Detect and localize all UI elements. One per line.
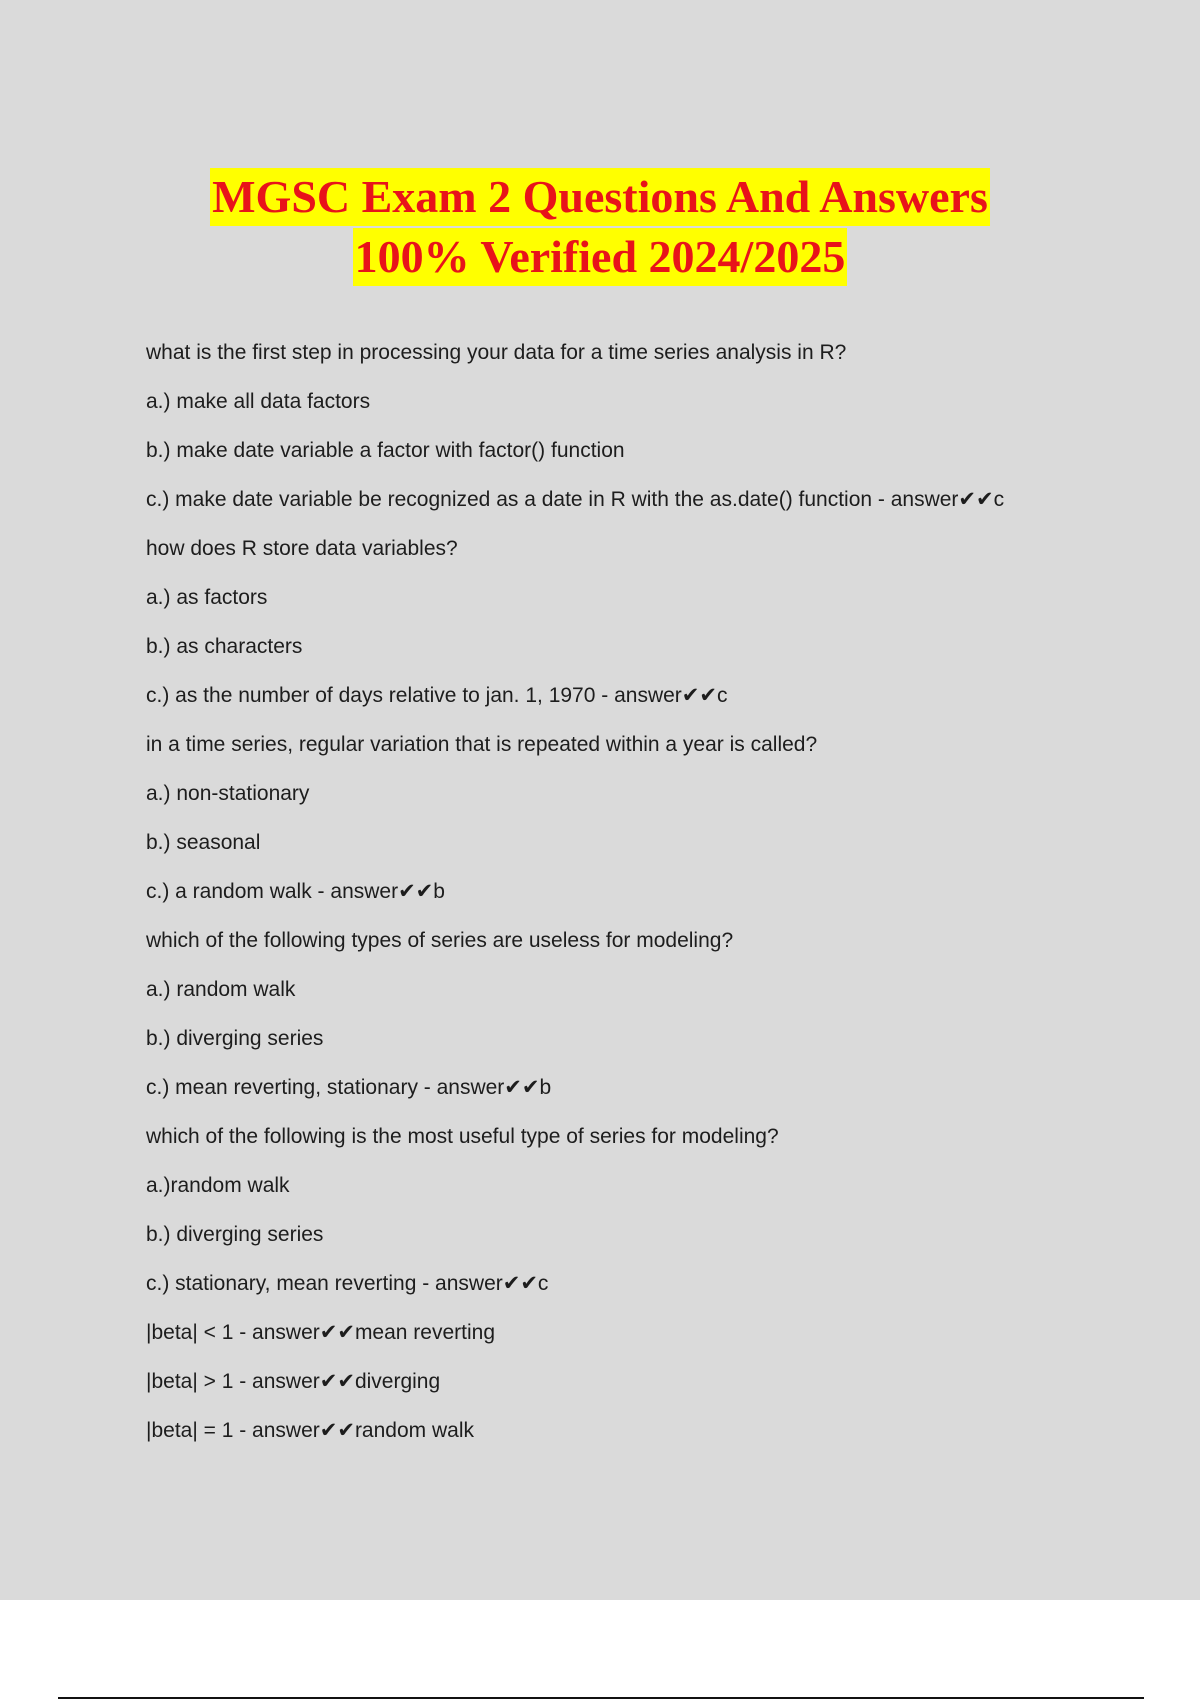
document-title xyxy=(0,168,1200,288)
flashcard-line: |beta| < 1 - answer✔✔mean reverting xyxy=(146,1321,496,1344)
answer-option-with-key: c.) mean reverting, stationary - answer✔✔b xyxy=(146,1076,552,1099)
answer-option: b.) diverging series xyxy=(146,1223,324,1246)
question-text: which of the following types of series are useless for modeling? xyxy=(146,929,734,952)
answer-option: a.) make all data factors xyxy=(146,390,371,413)
question-text: which of the following is the most useful type of series for modeling? xyxy=(146,1125,779,1148)
answer-option: a.) non-stationary xyxy=(146,782,310,805)
title-line-1: MGSC Exam 2 Questions And Answers xyxy=(210,168,990,226)
answer-option: a.) as factors xyxy=(146,586,268,609)
footer-divider xyxy=(58,1697,1144,1699)
answer-option: b.) as characters xyxy=(146,635,303,658)
question-list xyxy=(146,334,1096,1461)
question-text: in a time series, regular variation that is repeated within a year is called? xyxy=(146,733,818,756)
answer-option: b.) make date variable a factor with factor() function xyxy=(146,439,625,462)
answer-option: a.)random walk xyxy=(146,1174,290,1197)
answer-option-with-key: c.) a random walk - answer✔✔b xyxy=(146,880,445,903)
flashcard-line: |beta| = 1 - answer✔✔random walk xyxy=(146,1419,474,1442)
title-line-2: 100% Verified 2024/2025 xyxy=(353,228,848,286)
answer-option: b.) seasonal xyxy=(146,831,261,854)
flashcard-line: |beta| > 1 - answer✔✔diverging xyxy=(146,1370,441,1393)
answer-option: b.) diverging series xyxy=(146,1027,324,1050)
answer-option-with-key: c.) make date variable be recognized as a date in R with the as.date() function - answer✔✔c xyxy=(146,488,1005,511)
answer-option-with-key: c.) as the number of days relative to jan. 1, 1970 - answer✔✔c xyxy=(146,684,728,707)
answer-option: a.) random walk xyxy=(146,978,296,1001)
answer-option-with-key: c.) stationary, mean reverting - answer✔✔c xyxy=(146,1272,549,1295)
question-text: how does R store data variables? xyxy=(146,537,458,560)
question-text: what is the first step in processing your data for a time series analysis in R? xyxy=(146,341,847,364)
